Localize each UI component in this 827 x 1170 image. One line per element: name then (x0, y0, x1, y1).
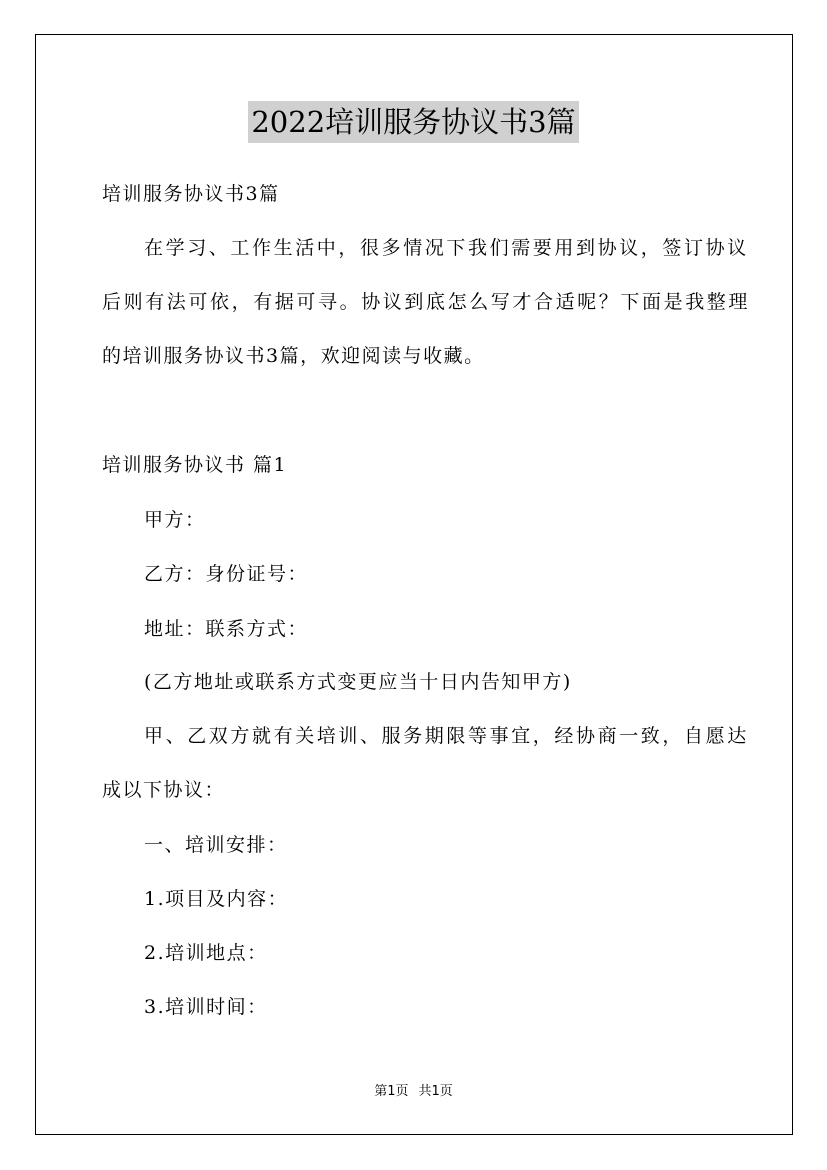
intro-line-2: 后则有法可依，有据可寻。协议到底怎么写才合适呢？下面是我整理 (102, 291, 751, 313)
section-heading: 培训服务协议书 篇1 (102, 454, 288, 476)
page-number-current: 第1页 (374, 1084, 409, 1099)
document-subtitle: 培训服务协议书3篇 (102, 183, 280, 205)
party-b-line: 乙方：身份证号： (144, 563, 309, 585)
address-line: 地址：联系方式： (144, 618, 309, 640)
intro-line-1: 在学习、工作生活中，很多情况下我们需要用到协议，签订协议 (144, 237, 749, 259)
intro-line-3: 的培训服务协议书3篇，欢迎阅读与收藏。 (102, 345, 485, 367)
party-a-line: 甲方： (144, 509, 206, 531)
document-title: 2022培训服务协议书3篇 (248, 101, 578, 143)
agreement-line-1: 甲、乙双方就有关培训、服务期限等事宜，经协商一致，自愿达 (144, 725, 749, 747)
list-item: 3.培训时间： (144, 996, 268, 1018)
list-item: 1.项目及内容： (144, 888, 289, 910)
agreement-line-2: 成以下协议： (102, 779, 226, 801)
title-container (0, 101, 827, 143)
notice-line: (乙方地址或联系方式变更应当十日内告知甲方) (144, 671, 572, 693)
page-footer (0, 1083, 827, 1101)
clause-heading: 一、培训安排： (144, 834, 288, 856)
page-number-total: 共1页 (418, 1084, 453, 1099)
list-item: 2.培训地点： (144, 942, 268, 964)
